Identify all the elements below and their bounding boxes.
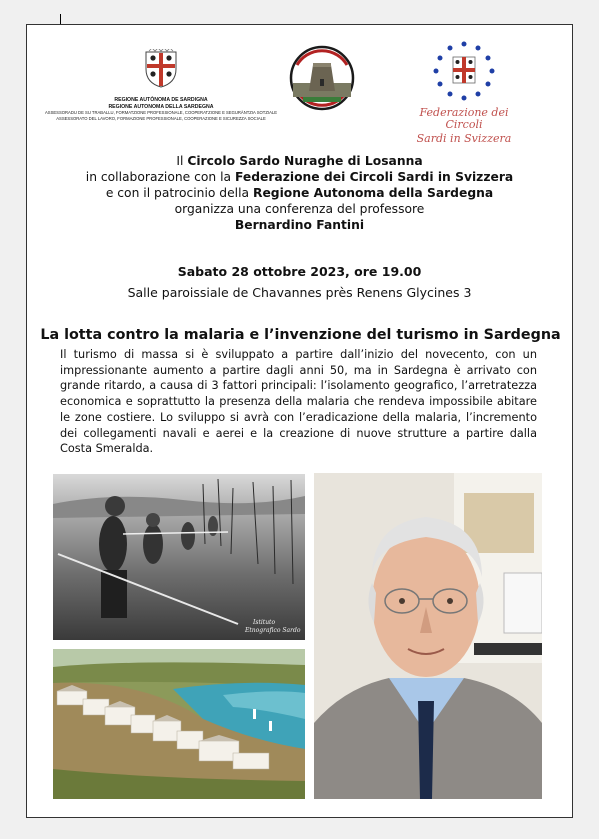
costa-smeralda-image [53,649,305,799]
federazione-name-line-2: Sardi in Svizzera [416,132,512,145]
circolo-nuraghe-logo [289,45,355,111]
speaker-name [27,217,572,233]
intro-text: e con il patrocinio della [105,186,253,200]
malaria-workers-photo [53,474,305,640]
flyer-page [26,24,573,818]
federazione-name: Federazione dei Circoli Sardi in Svizzera [234,170,514,184]
event-date: Sabato 28 ottobre 2023, ore 19.00 [177,264,422,279]
assessorato-sardinian: ASSESSORADU DE SU TRABALLU, FORMATZIONE PROFESSIONALE, COOPERATZIONE E SEGURÀNTZIA SOTZIALE [45,110,277,115]
sardinia-coat-of-arms-icon [143,49,179,89]
federazione-logo [409,39,519,145]
intro-line-2 [27,169,572,185]
intro-text: Il [176,154,188,168]
eu-star-circle-icon [429,39,499,101]
regione-title-sardinian: REGIONE AUTÒNOMA DE SARDIGNA [114,97,208,103]
assessorato-italian: ASSESSORATO DEL LAVORO, FORMAZIONE PROFESSIONALE, COOPERAZIONE E SICUREZZA SOCIALE [56,115,266,121]
costa-smeralda-photo [53,649,305,799]
event-venue: Salle paroissiale de Chavannes près Renens Glycines 3 [127,285,472,300]
speaker-portrait-photo [314,473,542,799]
speaker-portrait-image [314,473,542,799]
photo-watermark-line-1: Istituto [253,619,276,626]
conference-title: La lotta contro la malaria e l’invenzione del turismo in Sardegna [40,327,561,343]
federazione-name-line-1: Federazione dei Circoli [419,106,509,131]
conference-abstract: Il turismo di massa si è sviluppato a partire dall’inizio del novecento, con un impressionante aumento a partire dagli anni 50, ma in Sardegna è arrivato con grande ritardo, a causa di 3 fattori principali: l’isolamento geografico, l’arretratezza economica e soprattutto la presenza della malaria che rendeva impossibile abitare le zone costiere. Lo sviluppo si avrà con l’eradicazione della malaria, l’incremento dei collegamenti navali e aerei e la creazione di nuove strutture a partire dalla Costa Smeralda. [60,348,537,456]
intro-line-3 [27,185,572,201]
speaker-name-text: Bernardino Fantini [234,218,365,232]
photo-watermark-line-2: Etnografico Sardo [245,627,301,634]
invitation-intro [27,153,572,233]
intro-text: in collaborazione con la [85,170,235,184]
intro-line-4: organizza una conferenza del professore [174,202,425,216]
intro-line-1 [27,153,572,169]
logo-strip [27,25,572,145]
circolo-name: Circolo Sardo Nuraghe di Losanna [187,154,423,168]
regione-title-italian: REGIONE AUTONOMA DELLA SARDEGNA [108,103,214,110]
regione-sardegna-logo [41,49,281,121]
malaria-workers-image [53,474,305,640]
regione-name: Regione Autonoma della Sardegna [252,186,494,200]
